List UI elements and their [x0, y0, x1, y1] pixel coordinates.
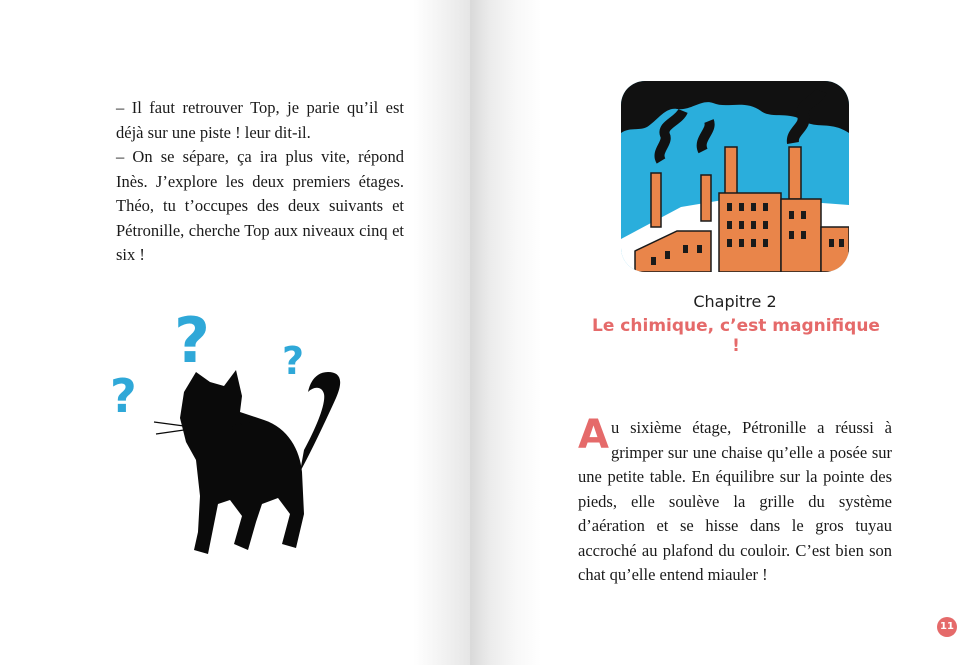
- paragraph: – Il faut retrouver Top, je parie qu’il est déjà sur une piste ! leur dit-il.: [116, 98, 404, 142]
- paragraph-body: u sixième étage, Pétronille a réussi à grimper sur une chaise qu’elle a posée sur une petite table. En équilibre sur la pointe des pieds, elle soulève la grille du système d’aération et se hisse dans le gros tuyau accroché au plafond du couloir. C’est bien son chat qu’elle entend miauler !: [578, 418, 892, 584]
- page-number-badge: 11: [937, 617, 957, 637]
- cat-with-question-marks-illustration: [100, 300, 360, 570]
- paragraph: – On se sépare, ça ira plus vite, répond Inès. J’explore les deux premiers étages. Théo, tu t’occupes des deux suivants et Pétronille, cherche Top aux niveaux cinq et six !: [116, 147, 404, 264]
- factory-illustration: [621, 81, 849, 272]
- black-cat-icon: [180, 370, 340, 554]
- left-page: [0, 0, 470, 665]
- question-mark-icon: ?: [110, 369, 137, 423]
- left-page-text: [116, 96, 404, 268]
- question-mark-icon: ?: [174, 304, 210, 377]
- right-page-text: [578, 412, 892, 588]
- chapter-number: Chapitre 2: [693, 292, 777, 311]
- paragraph: [578, 412, 892, 588]
- chapter-title: Le chimique, c’est magnifique !: [592, 316, 880, 356]
- question-mark-icon: ?: [282, 339, 305, 383]
- drop-cap: A: [578, 412, 609, 458]
